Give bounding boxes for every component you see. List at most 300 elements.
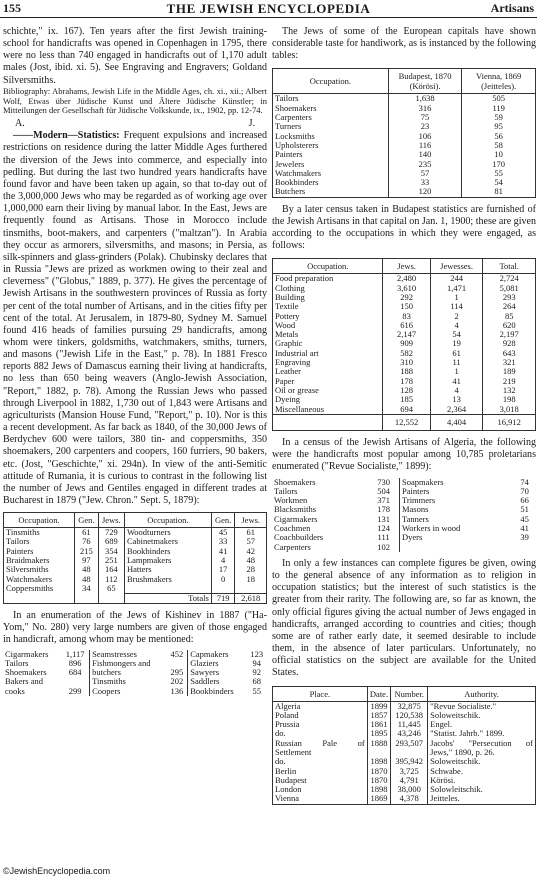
column-header: Date.	[367, 686, 391, 701]
table-row	[273, 785, 536, 794]
table-cell	[124, 584, 211, 593]
table-row	[3, 650, 267, 659]
table-cell: Berlin	[275, 766, 297, 776]
table-cell: 51	[520, 505, 529, 515]
table-cell: Workers in wood	[399, 524, 513, 533]
table-row	[4, 537, 267, 546]
table-cell: Upholsterers	[275, 140, 319, 150]
table-row	[273, 312, 536, 321]
table-cell: Painters	[399, 487, 513, 496]
bucharest-table	[3, 512, 267, 604]
table-cell: 33	[211, 537, 235, 546]
table-cell: 43,246	[391, 729, 428, 738]
table-cell	[98, 593, 124, 603]
paragraph: ——Modern—Statistics: Frequent expulsions and increased restrictions on residence during the latter Middle Ages furthered the diversion of the Jews into commerce, and especially into pedling. But during the last two hundred years handicrafts have found favor and have been taken up again, so that to-day out of the 3,000,000 Jews who may be regarded as of working age over 1,000,000 earn their living by manual labor. In the East, Jews are frequently found as Artisans. Those in Morocco include tinsmiths, boot-makers, and carpenters ("maltzan"). In Arabia they occur as armorers, silversmiths, and masons; in Persia, as silk-spinners and glass-grinders (Polak). Chubinsky declares that in Russia "Jews are prized as workmen owing to their zeal and cleverness" ("Globus," 1889, p. 377). He gives the percentage of Jewish Artisans in the southwestern provinces of Russia as forty per cent of the total number of Artisans, and in the cities fifty per cent of the total. At Jerusalem, in 1879-80, Sydney M. Samuel found 416 heads of families pursuing 29 handicrafts, among whom were tinkers, goldsmiths, watchmakers, smiths, turners, and masons ("Jewish Life in the East," p. 78). In 1881 Fresco reports 882 Jews of Damascus earning their living at handicrafts, no less than 650 being weavers (Anglo-Jewish Association, "Report," 1882, p. 78). Among the Russian Jews who passed through Liverpool in 1882, 1,730 out of 1,843 were Artisans and agriculturists (Mansion House Fund, "Report," p. 10). Nor is this a recent development. As far back as 1840, of the 30,000 Jews of Berdychev 600 were tailors, 380 tin- and coppersmiths, 350 shoemakers, 200 carpenters and coopers, 160 furriers, 90 bakers, etc. (Jost, "Geschichte," xi. 294n). In view of the anti-Semitic attitude of Rumania, it is curious to contrast in the following list the number of Jews and Gentiles engaged in different trades at Bucharest in 1879 ("Jew. Chron." Sept. 5, 1879):	[3, 130, 267, 507]
table-cell: "Revue Socialiste."	[428, 701, 536, 711]
table-row	[273, 349, 536, 358]
table-cell: 310	[383, 358, 430, 367]
table-cell: Coachmen	[274, 524, 311, 534]
table-cell: 61	[235, 528, 267, 538]
table-cell: 95	[462, 122, 536, 131]
table-cell: 17	[211, 565, 235, 574]
table-cell: 39	[520, 533, 529, 543]
table-cell: 111	[377, 533, 390, 543]
table-cell: Fishmongers and	[90, 659, 167, 668]
table-cell	[399, 543, 513, 552]
table-cell: Bookbinders	[124, 547, 211, 556]
column-header: Number.	[391, 686, 428, 701]
table-cell: 28	[235, 565, 267, 574]
table-cell: do.	[275, 757, 286, 767]
table-cell: 178	[377, 505, 390, 515]
table-cell: 132	[483, 386, 536, 395]
table-row	[272, 533, 536, 542]
table-cell: 452	[170, 649, 184, 659]
table-cell: Painters	[275, 150, 303, 160]
table-cell: 55	[462, 169, 536, 178]
table-cell: 2	[430, 312, 483, 321]
table-cell: 896	[68, 658, 82, 668]
table-cell: 689	[98, 537, 124, 546]
column-header: Occupation.	[124, 513, 211, 528]
table-cell: Capmakers	[188, 650, 247, 659]
table-cell: 170	[462, 160, 536, 169]
table-cell: Coopers	[90, 687, 167, 696]
column-header: Jews.	[235, 513, 267, 528]
table-cell: 909	[383, 339, 430, 348]
table-cell: Soapmakers	[399, 478, 513, 487]
table-row	[273, 776, 536, 785]
table-row	[4, 556, 267, 565]
table-row	[273, 293, 536, 302]
table-cell: Paper	[275, 376, 295, 386]
table-cell: 292	[383, 293, 430, 302]
table-cell: 57	[235, 537, 267, 546]
table-cell: 1,117	[65, 649, 85, 659]
table-cell: Watchmakers	[6, 574, 53, 584]
table-cell: 140	[388, 150, 462, 159]
table-cell: Cigarmakers	[5, 649, 49, 659]
table-cell: Poland	[275, 710, 299, 720]
right-column	[272, 26, 536, 811]
table-row	[273, 358, 536, 367]
table-header-row	[4, 513, 267, 528]
table-cell: Bookbinders	[188, 687, 247, 696]
table-cell: Watchmakers	[275, 168, 322, 178]
table-cell: 4,378	[391, 794, 428, 804]
table-cell: 5,081	[483, 284, 536, 293]
table-row	[273, 113, 536, 122]
table-cell: Engraving	[275, 358, 311, 368]
table-cell: London	[275, 785, 302, 795]
table-cell: 1857	[367, 711, 391, 720]
table-cell: Silversmiths	[6, 565, 49, 575]
table-cell: Bakers and	[5, 677, 44, 687]
table-cell: 83	[383, 312, 430, 321]
table-cell: Russian Pale of Settlement	[275, 738, 365, 757]
table-row	[273, 169, 536, 178]
table-cell: Masons	[399, 505, 513, 514]
table-cell: Wood	[275, 320, 296, 330]
table-cell: 505	[462, 94, 536, 104]
total-cell: 16,912	[483, 414, 536, 430]
running-title: THE JEWISH ENCYCLOPEDIA	[166, 1, 371, 16]
table-cell: 395,942	[391, 757, 428, 766]
table-row	[4, 547, 267, 556]
table-cell: 33	[388, 178, 462, 187]
table-cell: 92	[252, 668, 261, 678]
table-row	[273, 367, 536, 376]
budapest-1900-table	[272, 258, 536, 431]
paragraph: The Jews of some of the European capitals have shown considerable taste for handiwork, as is instanced by the following tables:	[272, 26, 536, 62]
table-cell: Glaziers	[188, 659, 247, 668]
table-cell: 65	[98, 584, 124, 593]
table-cell: Trimmers	[399, 496, 513, 505]
table-cell: Butchers	[275, 187, 306, 197]
table-cell: Leather	[275, 367, 301, 377]
table-cell: 219	[483, 377, 536, 386]
table-cell: 48	[235, 556, 267, 565]
table-cell: 198	[483, 395, 536, 404]
official-figures-table	[272, 686, 536, 805]
table-cell: 76	[75, 537, 99, 546]
table-row	[4, 575, 267, 584]
table-cell: Pottery	[275, 311, 300, 321]
table-row	[4, 584, 267, 593]
table-cell: 293	[483, 293, 536, 302]
table-cell: 4	[430, 321, 483, 330]
table-cell: 582	[383, 349, 430, 358]
table-cell: 251	[98, 556, 124, 565]
table-row	[273, 739, 536, 758]
table-cell: Seamstresses	[90, 650, 167, 659]
table-row	[273, 711, 536, 720]
table-row	[3, 677, 267, 686]
table-row	[273, 274, 536, 284]
table-cell: Vienna	[275, 794, 300, 804]
table-cell: 23	[388, 122, 462, 131]
table-row	[272, 543, 536, 552]
table-cell: Oil or grease	[275, 385, 319, 395]
table-cell: do.	[275, 729, 286, 739]
table-cell: 729	[98, 528, 124, 538]
table-cell: 0	[211, 575, 235, 584]
table-cell: Tailors	[275, 93, 299, 104]
table-cell: Clothing	[275, 283, 305, 293]
table-cell: 131	[377, 514, 390, 524]
site-footer: ©JewishEncyclopedia.com	[3, 866, 111, 876]
table-cell: 620	[483, 321, 536, 330]
table-cell: Engel.	[428, 720, 536, 729]
table-cell: Jeitteles.	[428, 794, 536, 804]
table-cell: Tailors	[274, 486, 298, 496]
table-row	[273, 94, 536, 104]
table-row	[273, 122, 536, 131]
table-cell: 94	[252, 658, 261, 668]
table-cell: 66	[520, 496, 529, 506]
table-cell: 4	[211, 556, 235, 565]
table-row	[273, 284, 536, 293]
table-cell: Shoemakers	[274, 477, 316, 487]
table-row	[4, 565, 267, 574]
column-header: Occupation.	[4, 513, 75, 528]
table-cell: 1898	[367, 785, 391, 794]
table-cell: 45	[211, 528, 235, 538]
table-cell: Brushmakers	[124, 575, 211, 584]
table-row	[273, 757, 536, 766]
table-row	[273, 178, 536, 187]
table-row	[273, 330, 536, 339]
table-cell: 264	[483, 302, 536, 311]
table-cell: 106	[388, 132, 462, 141]
table-cell: 120	[388, 187, 462, 197]
table-row	[273, 767, 536, 776]
table-cell: Budapest	[275, 775, 307, 785]
table-cell: 1861	[367, 720, 391, 729]
column-header: Occupation.	[273, 69, 389, 94]
table-cell: 1888	[367, 739, 391, 758]
table-cell: 85	[483, 312, 536, 321]
table-cell: Algeria	[275, 701, 301, 711]
table-cell	[513, 543, 536, 552]
total-label: Totals	[124, 593, 211, 603]
table-cell: 112	[98, 575, 124, 584]
table-row	[272, 505, 536, 514]
table-cell: 4,791	[391, 776, 428, 785]
table-cell: 97	[75, 556, 99, 565]
table-cell: 136	[170, 686, 184, 696]
table-cell: 244	[430, 274, 483, 284]
column-header: Jews.	[383, 259, 430, 274]
table-row	[272, 478, 536, 487]
table-cell: 58	[462, 141, 536, 150]
table-cell: Schwabe.	[428, 767, 536, 776]
table-header-row	[273, 686, 536, 701]
table-cell: Turners	[275, 122, 302, 132]
table-cell: 643	[483, 349, 536, 358]
table-cell: 371	[377, 496, 390, 506]
table-cell: 48	[75, 575, 99, 584]
signature-initial: J.	[248, 118, 255, 130]
kishinev-table	[3, 650, 267, 696]
table-row	[273, 405, 536, 415]
column-header: Jewesses.	[430, 259, 483, 274]
table-cell: 18	[235, 575, 267, 584]
table-cell: 55	[252, 686, 261, 696]
table-cell: Food preparation	[275, 273, 334, 284]
table-cell: Locksmiths	[275, 131, 315, 141]
table-cell: Soloweitschik.	[428, 757, 536, 766]
paragraph: In a census of the Jewish Artisans of Algeria, the following were the handicrafts most popular among 10,785 proletarians enumerated ("Revue Socialiste," 1899):	[272, 437, 536, 473]
table-cell: 1	[430, 367, 483, 376]
table-cell: 57	[388, 169, 462, 178]
table-row	[273, 386, 536, 395]
table-row	[272, 496, 536, 505]
table-cell: 189	[483, 367, 536, 376]
table-cell: Körösi.	[428, 776, 536, 785]
table-cell: Sawyers	[188, 668, 247, 677]
column-header: Gen.	[211, 513, 235, 528]
table-cell: Shoemakers	[275, 103, 317, 113]
table-cell: Miscellaneous	[275, 404, 325, 414]
total-cell: 2,618	[235, 593, 267, 603]
table-cell: 150	[383, 302, 430, 311]
column-header: Budapest, 1870 (Körösi).	[388, 69, 462, 94]
total-cell: 12,552	[383, 414, 430, 430]
table-cell	[235, 584, 267, 593]
table-cell: 1898	[367, 757, 391, 766]
table-cell: 61	[75, 528, 99, 538]
table-cell: 68	[252, 677, 261, 687]
table-row	[273, 187, 536, 197]
table-cell: 56	[462, 132, 536, 141]
table-cell: 293,507	[391, 739, 428, 758]
table-cell: 354	[98, 547, 124, 556]
table-cell: 45	[520, 514, 529, 524]
table-cell: Painters	[6, 546, 34, 556]
table-cell: 119	[462, 104, 536, 113]
table-cell	[61, 677, 90, 686]
table-cell: butchers	[90, 668, 167, 677]
table-cell: 504	[377, 486, 390, 496]
table-cell	[211, 584, 235, 593]
table-cell: 114	[430, 302, 483, 311]
table-cell: 178	[383, 377, 430, 386]
column-header: Total.	[483, 259, 536, 274]
table-row	[273, 302, 536, 311]
table-cell: 1869	[367, 794, 391, 804]
page-number: 155	[3, 1, 21, 15]
table-cell: 54	[430, 330, 483, 339]
table-cell: 3,018	[483, 405, 536, 415]
table-cell: 188	[383, 367, 430, 376]
table-row	[273, 377, 536, 386]
table-cell: 3,725	[391, 767, 428, 776]
table-cell: 41	[520, 524, 529, 534]
column-header: Gen.	[75, 513, 99, 528]
table-cell: 684	[68, 668, 82, 678]
table-row	[272, 487, 536, 496]
table-cell: 2,147	[383, 330, 430, 339]
paragraph: In an enumeration of the Jews of Kishinev in 1887 ("Ha-Yom," No. 280) very large numbers are given of those engaged in handicraft, among whom may be mentioned:	[3, 610, 267, 646]
table-cell: 32,875	[391, 701, 428, 711]
table-row	[272, 515, 536, 524]
table-row	[273, 104, 536, 113]
column-header: Place.	[273, 686, 368, 701]
table-cell: Industrial art	[275, 348, 319, 358]
table-cell: 123	[250, 649, 264, 659]
signature-initial: A.	[15, 118, 25, 130]
table-cell: Hatters	[124, 565, 211, 574]
table-cell: Prussia	[275, 720, 300, 730]
table-cell: Coppersmiths	[6, 583, 54, 593]
column-header: Occupation.	[273, 259, 383, 274]
table-row	[273, 160, 536, 169]
table-row	[273, 701, 536, 711]
total-cell	[273, 414, 383, 430]
table-row	[273, 339, 536, 348]
table-cell: Carpenters	[274, 542, 311, 552]
table-cell: 70	[520, 486, 529, 496]
table-cell: 38,000	[391, 785, 428, 794]
table-cell: Dyers	[399, 533, 513, 542]
table-cell: Soloweitschik.	[428, 711, 536, 720]
table-cell: 1870	[367, 776, 391, 785]
table-cell: 75	[388, 113, 462, 122]
table-cell: Shoemakers	[5, 668, 47, 678]
table-cell: Workmen	[274, 496, 308, 506]
table-cell: Bookbinders	[275, 178, 319, 188]
column-header: Jews.	[98, 513, 124, 528]
table-row	[273, 132, 536, 141]
paragraph: schichte," ix. 167). Ten years after the first Jewish training-school for handicrafts was opened in Copenhagen in 1795, there were no less than 740 engaged in handicrafts out of 1,170 adult males (Jost, ibid. xi. 5). See Engraving and Engravers; Goldand Silversmiths.	[3, 26, 267, 86]
table-cell: 124	[377, 524, 390, 534]
table-cell: 41	[211, 547, 235, 556]
column-header: Vienna, 1869 (Jeitteles).	[462, 69, 536, 94]
table-cell: 316	[388, 104, 462, 113]
table-cell: 34	[75, 584, 99, 593]
algeria-trades-table	[272, 478, 536, 552]
table-row	[3, 668, 267, 677]
section-heading: ——Modern—Statistics:	[13, 130, 120, 142]
table-cell	[167, 659, 188, 668]
table-cell: "Statist. Jahrb." 1899.	[428, 729, 536, 738]
left-column	[3, 26, 267, 702]
table-cell: 321	[483, 358, 536, 367]
table-cell: Cigarmakers	[274, 514, 318, 524]
table-header-row	[273, 69, 536, 94]
table-cell: Coachbuilders	[274, 533, 324, 543]
table-row	[272, 524, 536, 533]
table-cell: 61	[430, 349, 483, 358]
table-cell: Carpenters	[275, 113, 312, 123]
table-cell: 11,445	[391, 720, 428, 729]
table-cell	[4, 593, 75, 603]
table-cell: 3,610	[383, 284, 430, 293]
paragraph: By a later census taken in Budapest statistics are furnished of the Jewish Artisans in that capital on Jan. 1, 1900; these are given according to the occupations in which they were engaged, as follows:	[272, 203, 536, 252]
table-cell: Braidmakers	[6, 556, 50, 566]
table-cell: Cabinetmakers	[124, 537, 211, 546]
table-cell: 299	[68, 686, 82, 696]
table-cell: 4	[430, 386, 483, 395]
table-row	[273, 321, 536, 330]
table-cell: 1895	[367, 729, 391, 738]
total-cell: 4,404	[430, 414, 483, 430]
table-cell: 19	[430, 339, 483, 348]
table-cell	[75, 593, 99, 603]
table-cell: 164	[98, 565, 124, 574]
table-cell: Tailors	[6, 537, 30, 547]
table-row	[273, 395, 536, 404]
table-cell: 11	[430, 358, 483, 367]
table-cell: 185	[383, 395, 430, 404]
table-cell: 694	[383, 405, 430, 415]
table-cell: 295	[170, 668, 184, 678]
table-cell: 2,364	[430, 405, 483, 415]
table-cell: Dyeing	[275, 395, 301, 405]
table-row	[3, 659, 267, 668]
table-row	[3, 687, 267, 696]
table-cell: 730	[377, 477, 390, 487]
table-cell: Graphic	[275, 339, 303, 349]
table-cell: Lampmakers	[124, 556, 211, 565]
table-cell: Textile	[275, 302, 299, 312]
table-cell: 41	[430, 377, 483, 386]
total-cell: 719	[211, 593, 235, 603]
table-cell: 120,538	[391, 711, 428, 720]
table-row	[273, 729, 536, 738]
table-row	[273, 720, 536, 729]
